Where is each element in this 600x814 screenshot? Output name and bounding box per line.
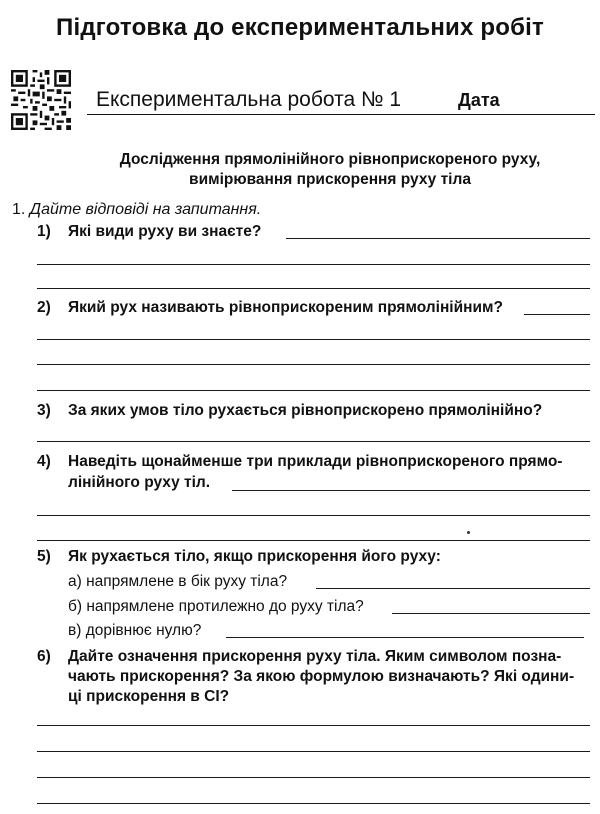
page-title: Підготовка до експериментальних робіт <box>56 14 544 41</box>
subtitle-line-1: Дослідження прямолінійного рівноприскореного руху, <box>119 151 541 168</box>
question-text-line-2: лінійного руху тіл. <box>68 474 211 491</box>
question-number: 3) <box>37 402 51 419</box>
question-text-line-1: Наведіть щонайменше три приклади рівноприскореного прямо- <box>68 453 563 470</box>
question-text-line-3: ці прискорення в СІ? <box>68 688 230 705</box>
option-b: б) напрямлене протилежно до руху тіла? <box>68 598 364 615</box>
question-number: 1) <box>37 223 51 240</box>
answer-line[interactable] <box>286 238 590 239</box>
section-label-text: Дайте відповіді на запитання. <box>29 201 262 218</box>
answer-line[interactable] <box>37 803 590 804</box>
answer-line[interactable] <box>392 613 590 614</box>
option-c: в) дорівнює нулю? <box>68 622 202 639</box>
ink-speck <box>467 531 470 534</box>
answer-line[interactable] <box>37 725 590 726</box>
question-number: 2) <box>37 299 51 316</box>
answer-line[interactable] <box>232 490 590 491</box>
question-text-line-2: чають прискорення? За якою формулою визначають? Які одини- <box>68 668 575 685</box>
work-title: Експериментальна робота № 1 <box>96 88 402 111</box>
answer-line[interactable] <box>37 441 590 442</box>
answer-line[interactable] <box>226 637 584 638</box>
question-text: Як рухається тіло, якщо прискорення його руху: <box>68 548 441 565</box>
answer-line[interactable] <box>37 515 590 516</box>
answer-line[interactable] <box>37 364 590 365</box>
answer-line[interactable] <box>37 288 590 289</box>
answer-line[interactable] <box>37 777 590 778</box>
subtitle-line-2: вимірювання прискорення руху тіла <box>189 171 471 188</box>
question-text-line-1: Дайте означення прискорення руху тіла. Яким символом позна- <box>68 648 562 665</box>
answer-line[interactable] <box>524 314 590 315</box>
answer-line[interactable] <box>37 540 590 541</box>
option-a: а) напрямлене в бік руху тіла? <box>68 573 288 590</box>
section-label <box>12 201 261 219</box>
header-rule <box>87 114 595 115</box>
question-number: 4) <box>37 453 51 470</box>
answer-line[interactable] <box>37 339 590 340</box>
question-text: За яких умов тіло рухається рівноприскорено прямолінійно? <box>68 402 543 419</box>
answer-line[interactable] <box>37 390 590 391</box>
question-number: 6) <box>37 648 51 665</box>
question-text: Який рух називають рівноприскореним прямолінійним? <box>68 299 503 316</box>
answer-line[interactable] <box>316 588 590 589</box>
question-text: Які види руху ви знаєте? <box>68 223 262 240</box>
date-label: Дата <box>458 90 500 110</box>
question-number: 5) <box>37 548 51 565</box>
qr-code-icon <box>11 70 71 130</box>
answer-line[interactable] <box>37 264 590 265</box>
answer-line[interactable] <box>37 751 590 752</box>
section-number: 1. <box>12 201 26 218</box>
